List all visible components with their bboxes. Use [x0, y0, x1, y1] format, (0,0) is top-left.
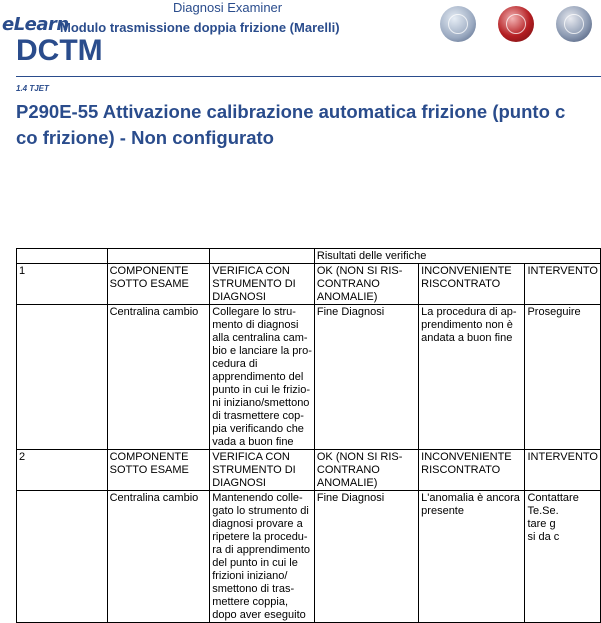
ok-label: OK (NON SI RIS- CONTRANO ANOMALIE)	[314, 450, 418, 491]
fiat-logo	[498, 6, 534, 42]
results-header: Risultati delle verifiche	[314, 249, 600, 264]
app-title: Diagnosi Examiner	[173, 0, 283, 15]
alfa-romeo-logo	[556, 6, 592, 42]
section-code: DCTM	[16, 34, 103, 67]
table-row	[17, 450, 601, 491]
action-label: INTERVENTO	[525, 450, 601, 491]
problem-value: La procedura di ap- prendimento non è andata a buon fine	[419, 305, 525, 450]
ok-value: Fine Diagnosi	[314, 305, 418, 450]
checks-table	[16, 248, 601, 623]
page-title-line-1: P290E-55 Attivazione calibrazione automatica frizione (punto c	[16, 101, 566, 122]
ok-value: Fine Diagnosi	[314, 491, 418, 623]
section-label: 1.4 TJET	[16, 84, 49, 93]
module-title: Modulo trasmissione doppia frizione (Marelli)	[60, 20, 340, 35]
component-label: COMPONENTE SOTTO ESAME	[107, 450, 210, 491]
elearn-brand: eLearn	[2, 14, 69, 35]
problem-label: INCONVENIENTE RISCONTRATO	[419, 264, 525, 305]
problem-value: L'anomalia è ancora presente	[419, 491, 525, 623]
step-number: 2	[17, 450, 108, 491]
component-value: Centralina cambio	[107, 491, 210, 623]
table-row	[17, 491, 601, 623]
table-row	[17, 264, 601, 305]
step-number: 1	[17, 264, 108, 305]
check-value: Collegare lo stru- mento di diagnosi alla centralina cam- bio e lanciare la pro- cedura di apprendimento del punto in cui le frizio- ni iniziano/smettono di trasmettere cop- pia verificando che vada a buon fine	[210, 305, 315, 450]
page-title	[16, 99, 601, 151]
check-label: VERIFICA CON STRUMENTO DI DIAGNOSI	[210, 450, 315, 491]
page-title-line-2: co frizione) - Non configurato	[16, 127, 274, 148]
action-value: Proseguire	[525, 305, 601, 450]
check-label: VERIFICA CON STRUMENTO DI DIAGNOSI	[210, 264, 315, 305]
component-value: Centralina cambio	[107, 305, 210, 450]
ok-label: OK (NON SI RIS- CONTRANO ANOMALIE)	[314, 264, 418, 305]
table-header-row	[17, 249, 601, 264]
problem-label: INCONVENIENTE RISCONTRATO	[419, 450, 525, 491]
check-value: Mantenendo colle- gato lo strumento di diagnosi provare a ripetere la procedu- ra di apprendimento del punto in cui le frizioni iniziano/ smettono di tras- mettere coppia, dopo aver eseguito	[210, 491, 315, 623]
header-divider	[16, 76, 601, 77]
action-value: Contattare Te.Se. tare g si da c	[525, 491, 601, 623]
action-label: INTERVENTO	[525, 264, 601, 305]
lancia-logo	[440, 6, 476, 42]
table-row	[17, 305, 601, 450]
component-label: COMPONENTE SOTTO ESAME	[107, 264, 210, 305]
